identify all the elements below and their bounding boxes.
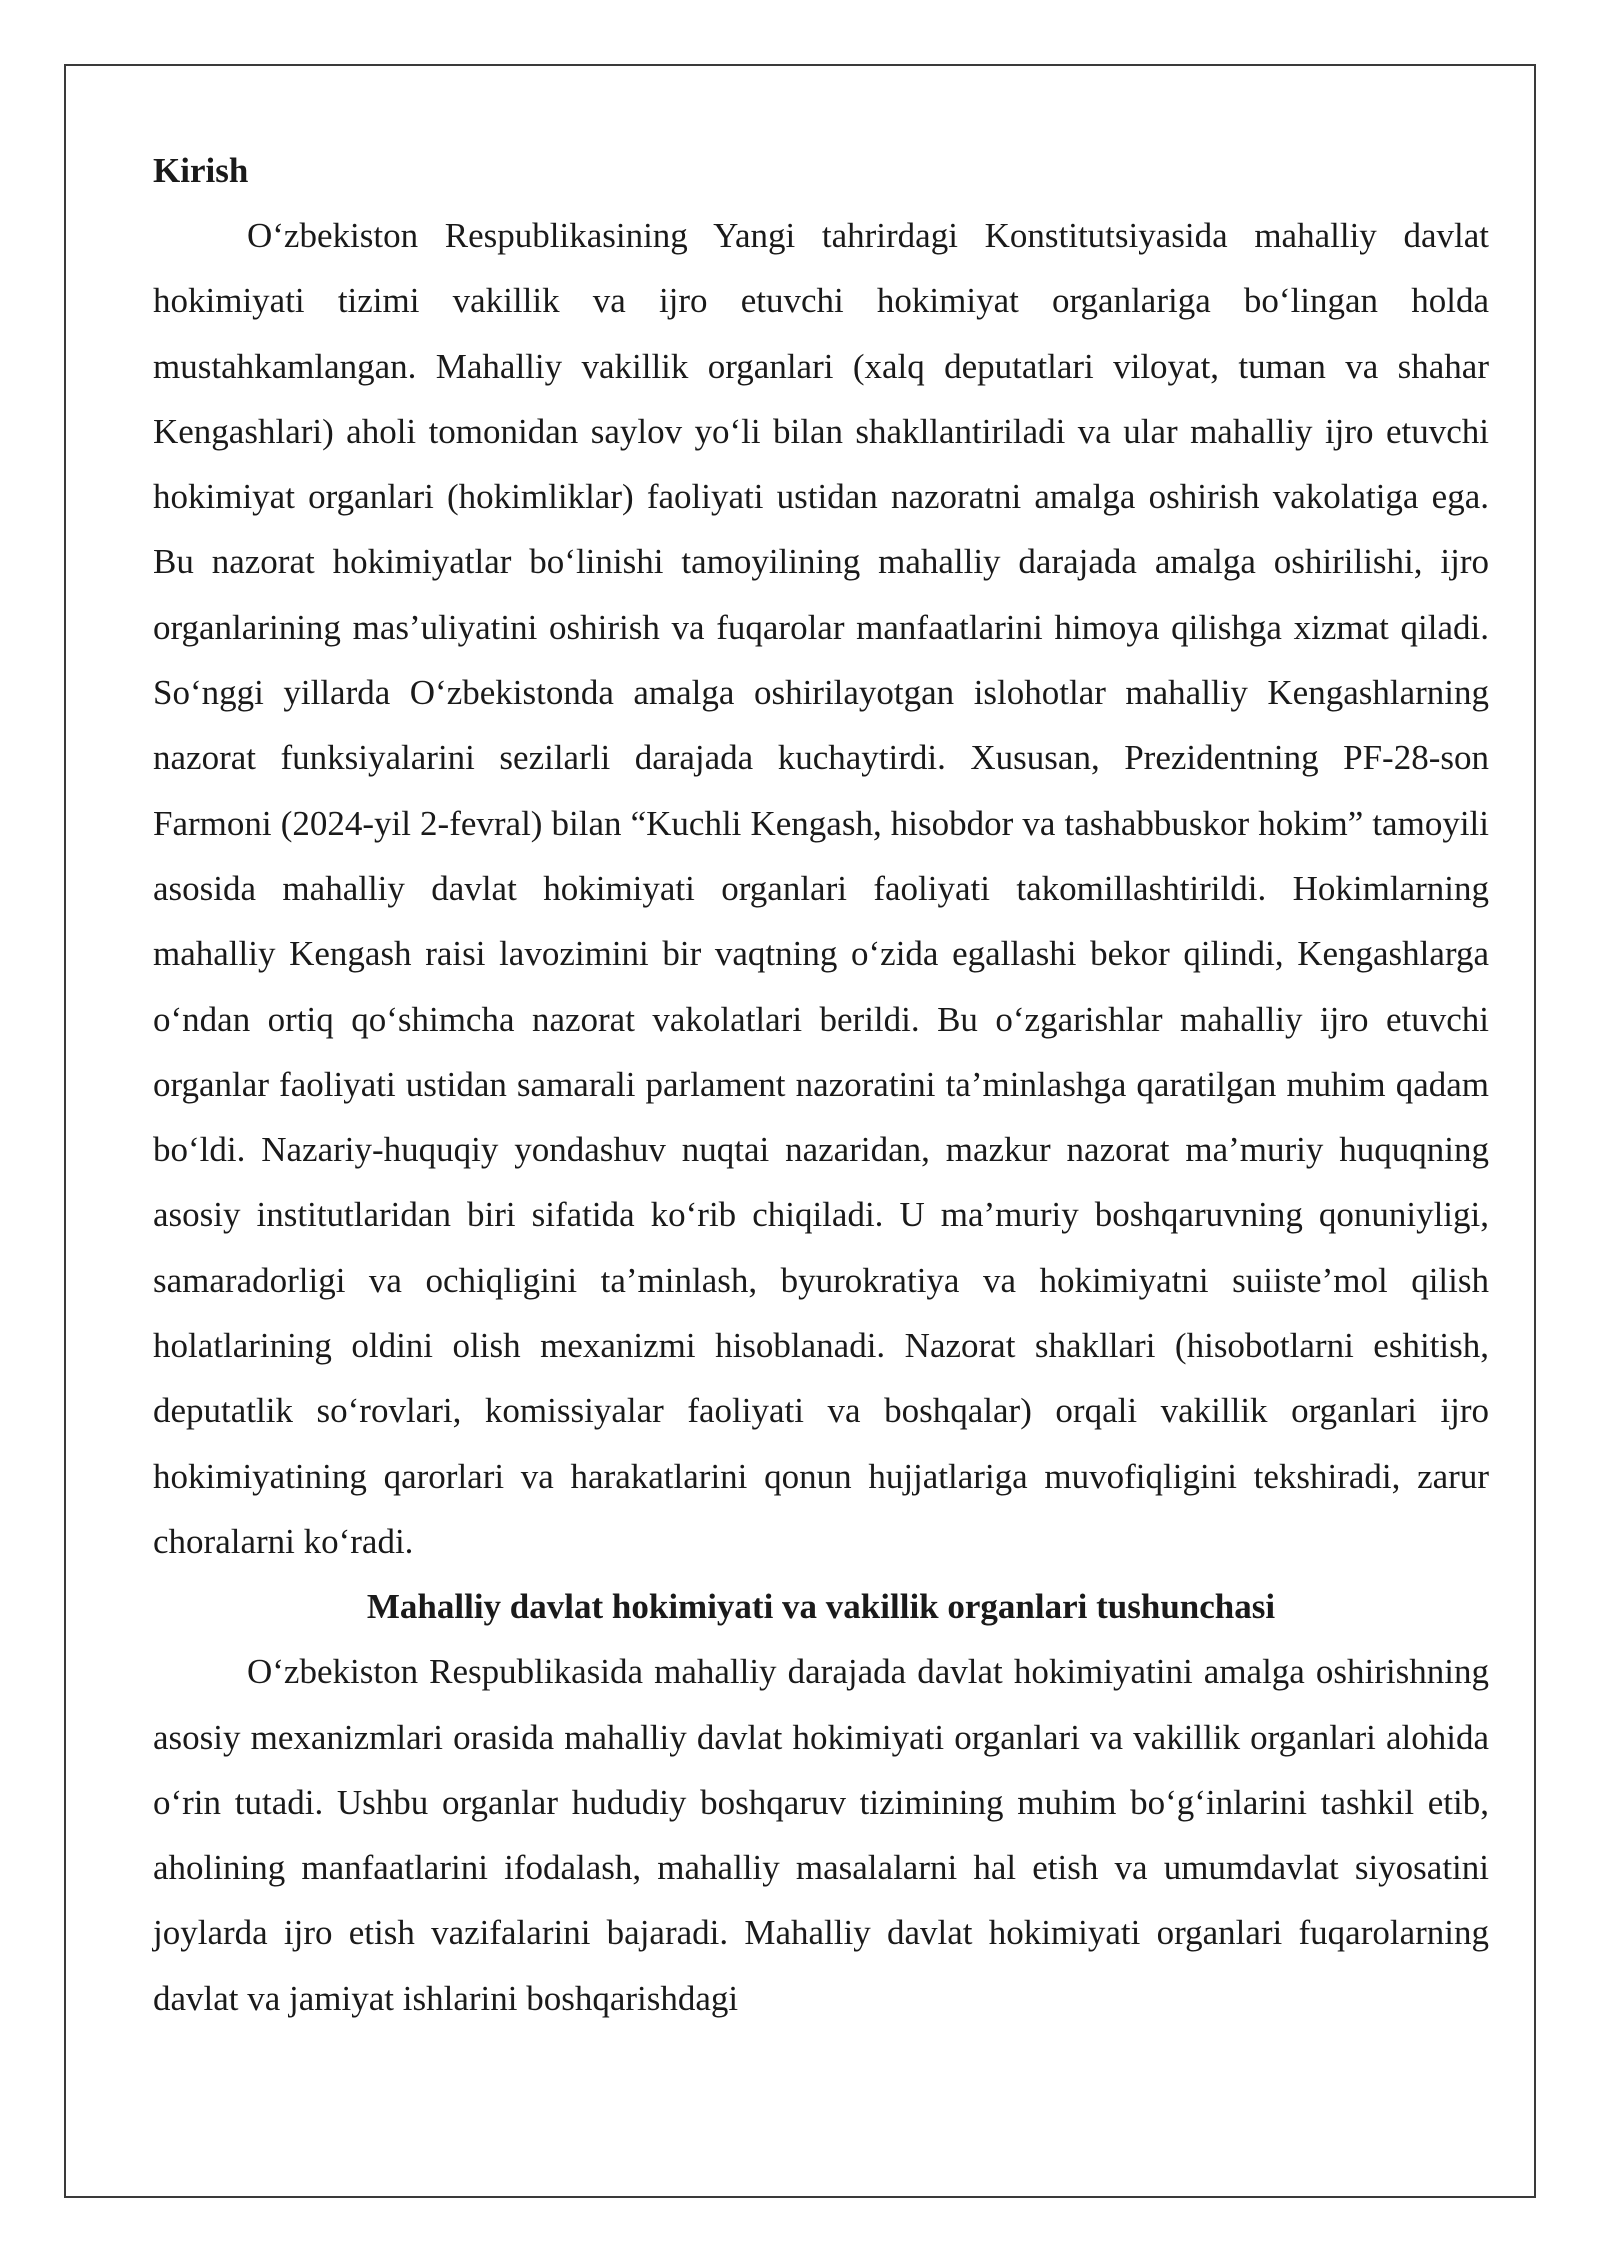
section-heading-concept: Mahalliy davlat hokimiyati va vakillik organlari tushunchasi [366,1587,1276,1627]
concept-paragraph: O‘zbekiston Respublikasida mahalliy darajada davlat hokimiyatini amalga oshirishning asosiy mexanizmlari orasida mahalliy davlat hokimiyati organlari va vakillik organlari alohida o‘rin tutadi. Ushbu organlar hududiy boshqaruv tizimining muhim bo‘g‘inlarini tashkil etib, aholining manfaatlarini ifodalash, mahalliy masalalarni hal etish va umumdavlat siyosatini joylarda ijro etish vazifalarini bajaradi. Mahalliy davlat hokimiyati organlari fuqarolarning davlat va jamiyat ishlarini boshqarishdagi [153,1652,1489,2018]
section-heading-introduction: Kirish [153,151,249,190]
introduction-paragraph: O‘zbekiston Respublikasining Yangi tahrirdagi Konstitutsiyasida mahalliy davlat hokimiyati tizimi vakillik va ijro etuvchi hokimiyat organlariga bo‘lingan holda mustahkamlangan. Mahalliy vakillik organlari (xalq deputatlari viloyat, tuman va shahar Kengashlari) aholi tomonidan saylov yo‘li bilan shakllantiriladi va ular mahalliy ijro etuvchi hokimiyat organlari (hokimliklar) faoliyati ustidan nazoratni amalga oshirish vakolatiga ega. Bu nazorat hokimiyatlar bo‘linishi tamoyilining mahalliy darajada amalga oshirilishi, ijro organlarining mas’uliyatini oshirish va fuqarolar manfaatlarini himoya qilishga xizmat qiladi. So‘nggi yillarda O‘zbekistonda amalga oshirilayotgan islohotlar mahalliy Kengashlarning nazorat funksiyalarini sezilarli darajada kuchaytirdi. Xususan, Prezidentning PF-28-son Farmoni (2024-yil 2-fevral) bilan “Kuchli Kengash, hisobdor va tashabbuskor hokim” tamoyili asosida mahalliy davlat hokimiyati organlari faoliyati takomillashtirildi. Hokimlarning mahalliy Kengash raisi lavozimini bir vaqtning o‘zida egallashi bekor qilindi, Kengashlarga o‘ndan ortiq qo‘shimcha nazorat vakolatlari berildi. Bu o‘zgarishlar mahalliy ijro etuvchi organlar faoliyati ustidan samarali parlament nazoratini ta’minlashga qaratilgan muhim qadam bo‘ldi. Nazariy-huquqiy yondashuv nuqtai nazaridan, mazkur nazorat ma’muriy huquqning asosiy institutlaridan biri sifatida ko‘rib chiqiladi. U ma’muriy boshqaruvning qonuniyligi, samaradorligi va ochiqligini ta’minlash, byurokratiya va hokimiyatni suiiste’mol qilish holatlarining oldini olish mexanizmi hisoblanadi. Nazorat shakllari (hisobotlarni eshitish, deputatlik so‘rovlari, komissiyalar faoliyati va boshqalar) orqali vakillik organlari ijro hokimiyatining qarorlari va harakatlarini qonun hujjatlariga muvofiqligini tekshiradi, zarur choralarni ko‘radi. [153,216,1489,1561]
document-body [153,138,1489,2031]
